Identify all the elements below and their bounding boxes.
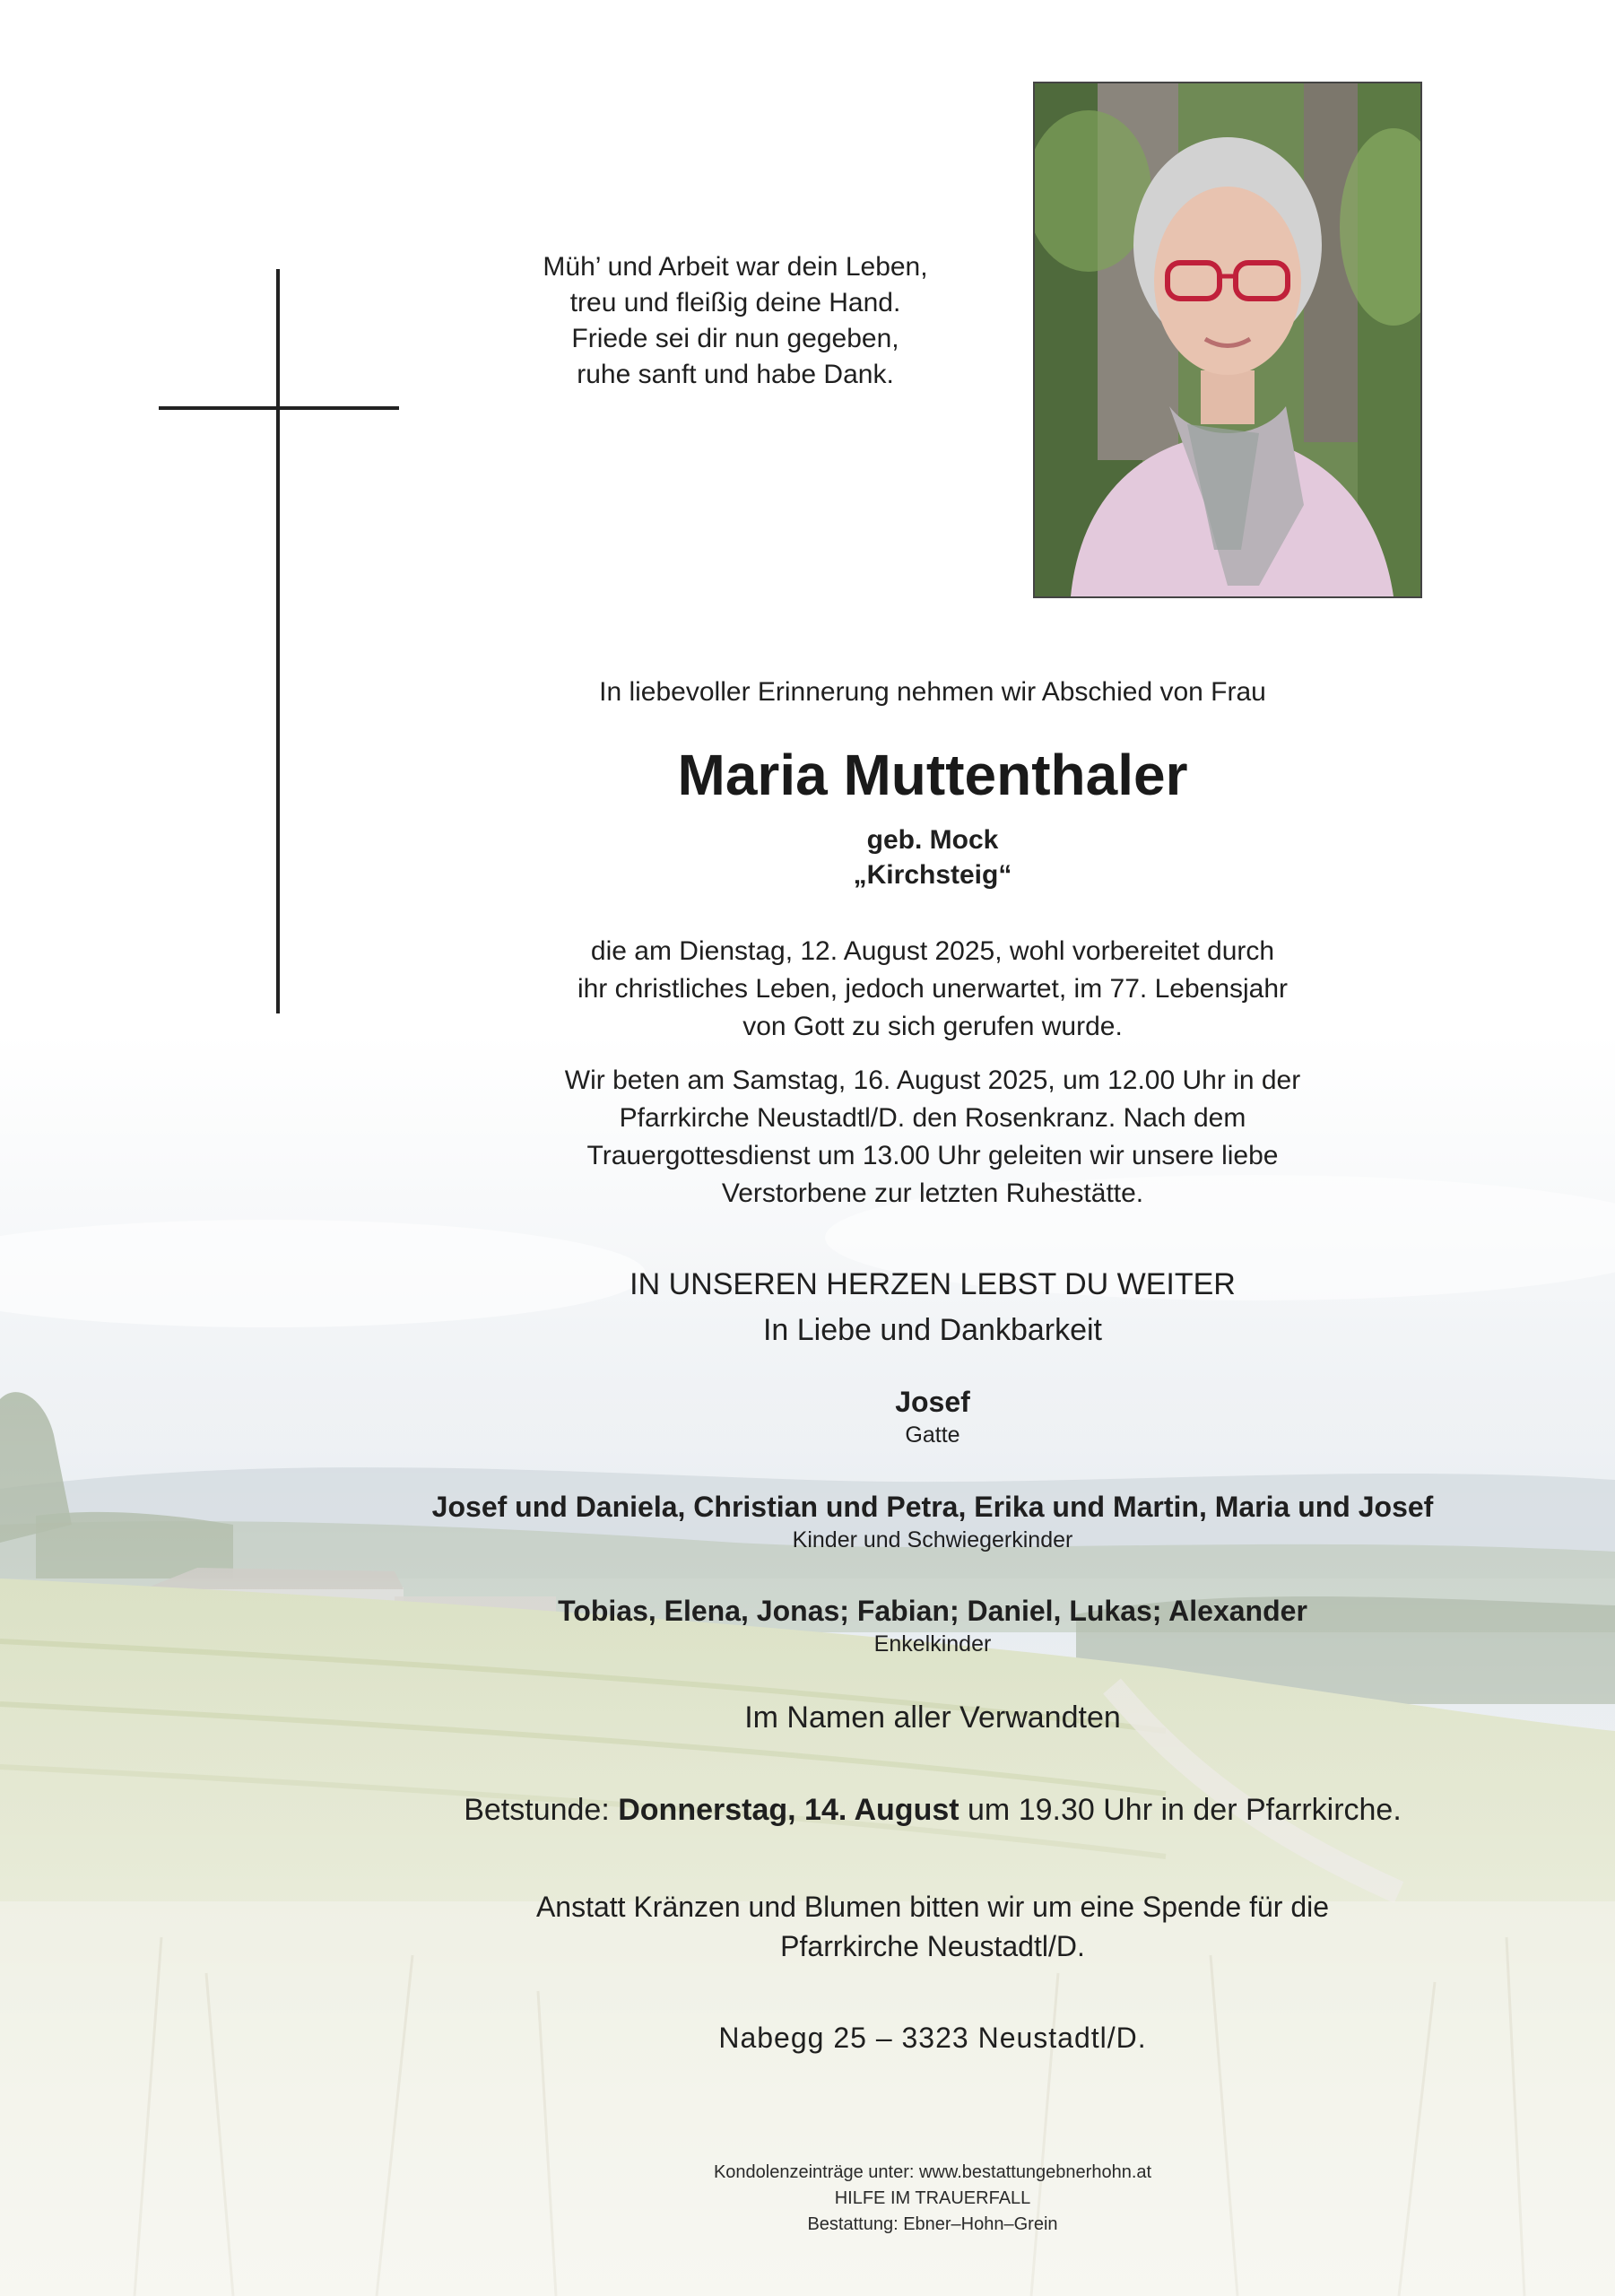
footer-condolence-link[interactable]: Kondolenzeinträge unter: www.bestattungebnerhohn.at	[713, 2162, 1152, 2182]
motto: IN UNSEREN HERZEN LEBST DU WEITER	[630, 1267, 1236, 1301]
service-paragraph-line: Verstorbene zur letzten Ruhestätte.	[721, 1178, 1144, 1208]
poem-line: treu und fleißig deine Hand.	[569, 288, 901, 317]
poem-line: ruhe sanft und habe Dank.	[577, 360, 894, 389]
family-group-grandchildren	[359, 1592, 1506, 1658]
service-paragraph	[502, 1062, 1363, 1213]
family-group-children	[269, 1488, 1596, 1554]
death-paragraph	[502, 933, 1363, 1046]
death-paragraph-line: ihr christliches Leben, jedoch unerwartet, im 77. Lebensjahr	[577, 974, 1289, 1004]
cross-icon-bar	[159, 406, 399, 410]
donation-line: Pfarrkirche Neustadtl/D.	[780, 1930, 1085, 1962]
death-paragraph-line: von Gott zu sich gerufen wurde.	[742, 1012, 1123, 1041]
family-role: Kinder und Schwiegerkinder	[792, 1527, 1073, 1552]
service-paragraph-line: Pfarrkirche Neustadtl/D. den Rosenkranz. Nach dem	[619, 1103, 1246, 1133]
footer	[592, 2160, 1273, 2238]
cross-icon	[276, 269, 280, 1013]
death-paragraph-line: die am Dienstag, 12. August 2025, wohl vorbereitet durch	[590, 936, 1275, 966]
deceased-name: Maria Muttenthaler	[677, 743, 1188, 807]
donation-note	[412, 1887, 1453, 1966]
relatives-line: Im Namen aller Verwandten	[744, 1700, 1121, 1735]
nickname: „Kirchsteig“	[853, 860, 1012, 890]
family-role: Gatte	[905, 1422, 960, 1448]
prayer-hour-date: Donnerstag, 14. August	[618, 1793, 959, 1827]
poem	[502, 249, 968, 393]
prayer-hour-label: Betstunde:	[464, 1793, 619, 1827]
family-names: Tobias, Elena, Jonas; Fabian; Daniel, Lukas; Alexander	[558, 1595, 1307, 1627]
birth-name: geb. Mock	[866, 825, 999, 855]
family-role: Enkelkinder	[873, 1631, 992, 1657]
prayer-hour	[323, 1790, 1542, 1830]
footer-undertaker: Bestattung: Ebner–Hohn–Grein	[807, 2214, 1058, 2234]
poem-line: Friede sei dir nun gegeben,	[571, 324, 899, 353]
address: Nabegg 25 – 3323 Neustadtl/D.	[718, 2022, 1147, 2054]
service-paragraph-line: Wir beten am Samstag, 16. August 2025, um 12.00 Uhr in der	[564, 1065, 1301, 1095]
intro-text: In liebevoller Erinnerung nehmen wir Abschied von Frau	[599, 677, 1266, 707]
poem-line: Müh’ und Arbeit war dein Leben,	[543, 252, 928, 282]
thanks-line: In Liebe und Dankbarkeit	[762, 1313, 1103, 1347]
family-group-spouse	[502, 1383, 1363, 1449]
portrait-photo	[1033, 82, 1422, 598]
prayer-hour-rest: um 19.30 Uhr in der Pfarrkirche.	[959, 1793, 1402, 1827]
family-names: Josef und Daniela, Christian und Petra, Erika und Martin, Maria und Josef	[431, 1491, 1434, 1523]
footer-help: HILFE IM TRAUERFALL	[834, 2188, 1031, 2208]
donation-line: Anstatt Kränzen und Blumen bitten wir um eine Spende für die	[535, 1891, 1330, 1923]
service-paragraph-line: Trauergottesdienst um 13.00 Uhr geleiten wir unsere liebe	[586, 1141, 1279, 1170]
family-names: Josef	[895, 1386, 970, 1418]
